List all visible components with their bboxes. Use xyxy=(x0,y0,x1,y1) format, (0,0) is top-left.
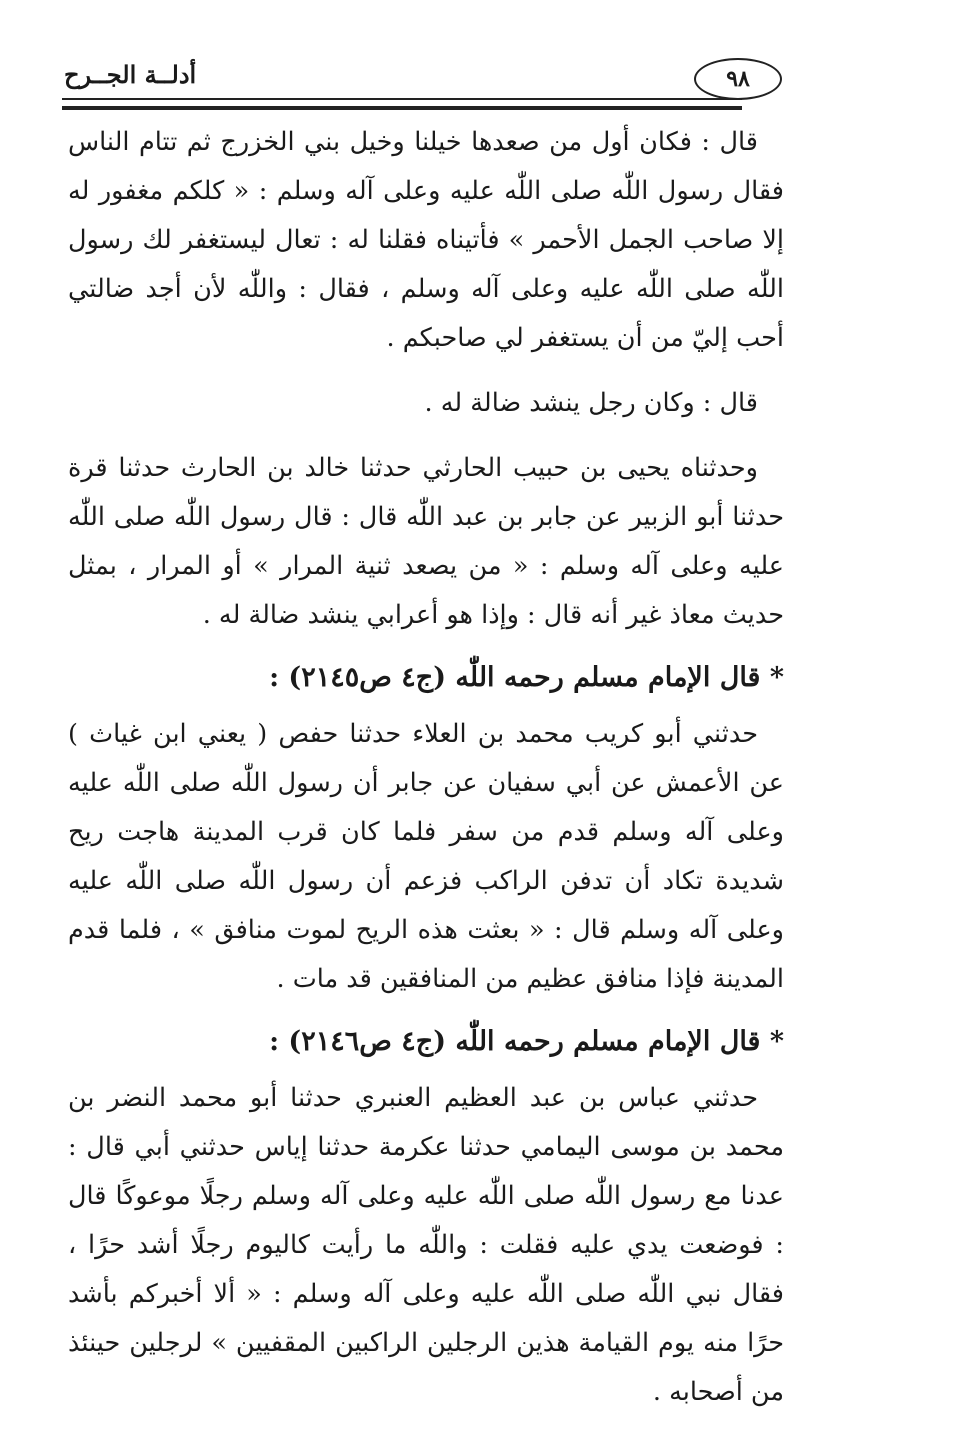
header-rule-thin xyxy=(62,98,742,100)
running-title: أدلــة الجــرح xyxy=(64,60,197,89)
page-body xyxy=(68,118,784,1433)
paragraph: حدثني عباس بن عبد العظيم العنبري حدثنا أبو محمد النضر بن محمد بن موسى اليمامي حدثنا عكرمة حدثنا إياس حدثني أبي قال : عدنا مع رسول اللّٰه صلى اللّٰه عليه وعلى آله وسلم رجلًا موعوكًا قال : فوضعت يدي عليه فقلت : واللّٰه ما رأيت كاليوم رجلًا أشد حرًا ، فقال نبي اللّٰه صلى اللّٰه عليه وعلى آله وسلم : « ألا أخبركم بأشد حرًا منه يوم القيامة هذين الرجلين الراكبين المقفيين » لرجلين حينئذ من أصحابه . xyxy=(68,1083,784,1407)
paragraph: وحدثناه يحيى بن حبيب الحارثي حدثنا خالد بن الحارث حدثنا قرة حدثنا أبو الزبير عن جابر بن عبد اللّٰه قال : قال رسول اللّٰه صلى اللّٰه عليه وعلى آله وسلم : « من يصعد ثنية المرار » أو المرار ، بمثل حديث معاذ غير أنه قال : وإذا هو أعرابي ينشد ضالة له . xyxy=(68,453,784,630)
page-header xyxy=(62,52,782,114)
paragraph: قال : فكان أول من صعدها خيلنا وخيل بني الخزرج ثم تتام الناس فقال رسول اللّٰه صلى اللّٰه عليه وعلى آله وسلم : « كلكم مغفور له إلا صاحب الجمل الأحمر » فأتيناه فقلنا له : تعال ليستغفر لك رسول اللّٰه صلى اللّٰه عليه وعلى آله وسلم ، فقال : واللّٰه لأن أجد ضالتي أحب إليّ من أن يستغفر لي صاحبكم . xyxy=(68,127,784,353)
section-heading: * قال الإمام مسلم رحمه اللّٰه (ج٤ ص٢١٤٦) : xyxy=(269,1026,784,1057)
page-number: ٩٨ xyxy=(694,58,782,100)
paragraph: قال : وكان رجل ينشد ضالة له . xyxy=(424,388,758,418)
paragraph: حدثني أبو كريب محمد بن العلاء حدثنا حفص ( يعني ابن غياث ) عن الأعمش عن أبي سفيان عن جابر أن رسول اللّٰه صلى اللّٰه عليه وعلى آله وسلم قدم من سفر فلما كان قرب المدينة هاجت ريح شديدة تكاد أن تدفن الراكب فزعم أن رسول اللّٰه صلى اللّٰه عليه وعلى آله وسلم قال : « بعثت هذه الريح لموت منافق » ، فلما قدم المدينة فإذا منافق عظيم من المنافقين قد مات . xyxy=(68,719,784,994)
section-heading: * قال الإمام مسلم رحمه اللّٰه (ج٤ ص٢١٤٥) : xyxy=(269,662,784,693)
header-rule-thick xyxy=(62,106,742,110)
